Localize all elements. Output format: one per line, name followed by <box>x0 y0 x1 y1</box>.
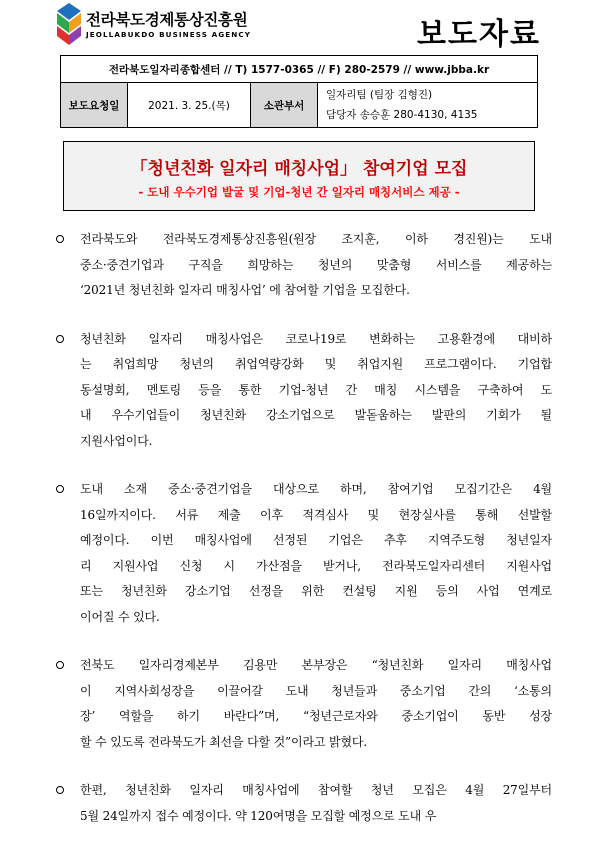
paragraph-line: 할 수 있도록 전라북도가 최선을 다할 것”이라고 밝혔다. <box>80 734 368 749</box>
paragraph-line: 전라북도와 전라북도경제통상진흥원(원장 조지훈, 이하 경진원)는 도내 <box>80 232 552 246</box>
article-paragraph <box>56 327 552 455</box>
circle-bullet-icon <box>56 335 64 343</box>
department-team: 일자리팀 (팀장 김형진) <box>326 89 433 101</box>
paragraph-line: 16일까지이다. 서류 제출 이후 적격심사 및 현장실사를 통해 선발할 <box>80 507 552 522</box>
paragraph-line: 5월 24일까지 접수 예정이다. 약 120여명을 모집할 예정으로 도내 우 <box>80 808 437 823</box>
paragraph-line: 또는 청년친화 강소기업 선정을 위한 컨설팅 지원 등의 사업 연계로 <box>80 584 552 598</box>
paragraph-line: 이 지역사회성장을 이끌어갈 도내 청년들과 중소기업 간의 ‘소통의 <box>80 683 552 698</box>
paragraph-line: 중소·중견기업과 구직을 희망하는 청년의 맞춤형 서비스를 제공하는 <box>80 257 552 272</box>
paragraph-line: 지원사업이다. <box>80 433 153 448</box>
request-date-label: 보도요청일 <box>61 83 128 128</box>
paragraph-line: 예정이다. 이번 매칭사업에 선정된 기업은 추후 지역주도형 청년일자 <box>80 533 552 547</box>
circle-bullet-icon <box>56 235 64 243</box>
paragraph-line: 한편, 청년친화 일자리 매칭사업에 참여할 청년 모집은 4월 27일부터 <box>80 783 552 797</box>
paragraph-line: 는 취업희망 청년의 취업역량강화 및 취업지원 프로그램이다. 기업합 <box>80 357 552 371</box>
paragraph-line: 내 우수기업들이 청년친화 강소기업으로 발돋움하는 발판의 기회가 될 <box>80 408 552 422</box>
circle-bullet-icon <box>56 786 64 794</box>
paragraph-line: 동설명회, 멘토링 등을 통한 기업-청년 간 매칭 시스템을 구축하여 도 <box>80 382 552 397</box>
paragraph-line: 이어질 수 있다. <box>80 609 160 624</box>
department-contact <box>318 83 538 128</box>
document-type-label: 보도자료 <box>417 17 541 52</box>
paragraph-line: 리 지원사업 신청 시 가산점을 받거나, 전라북도일자리센터 지원사업 <box>80 558 552 573</box>
paragraph-line: 장’ 역할을 하기 바란다”며, “청년근로자와 중소기업이 동반 성장 <box>80 709 552 723</box>
agency-logo-icon <box>56 3 82 45</box>
article-paragraph <box>56 653 552 755</box>
headline-box <box>63 141 535 211</box>
article-paragraph <box>56 477 552 630</box>
paragraph-line: 전북도 일자리경제본부 김용만 본부장은 “청년친화 일자리 매칭사업 <box>80 658 552 672</box>
organization-name: 전라북도경제통상진흥원 <box>86 11 248 29</box>
article-body <box>56 227 552 852</box>
article-paragraph <box>56 227 552 304</box>
press-info-table <box>60 55 538 128</box>
headline-title: 「청년친화 일자리 매칭사업」 참여기업 모집 <box>130 159 468 179</box>
paragraph-line: 도내 소재 중소·중견기업을 대상으로 하며, 참여기업 모집기간은 4월 <box>80 482 552 496</box>
department-staff: 담당자 송승훈 280-4130, 4135 <box>326 109 478 121</box>
paragraph-line: 청년친화 일자리 매칭사업은 코로나19로 변화하는 고용환경에 대비하 <box>80 331 552 346</box>
department-label: 소관부서 <box>251 83 318 128</box>
paragraph-line: ‘2021년 청년친화 일자리 매칭사업’ 에 참여할 기업을 모집한다. <box>80 283 410 297</box>
request-date-value: 2021. 3. 25.(목) <box>128 83 251 128</box>
article-paragraph <box>56 778 552 829</box>
circle-bullet-icon <box>56 485 64 493</box>
circle-bullet-icon <box>56 661 64 669</box>
organization-name-english: JEOLLABUKDO BUSINESS AGENCY <box>86 30 252 39</box>
page-header <box>0 0 600 52</box>
contact-info: 전라북도일자리종합센터 // T) 1577-0365 // F) 280-2579 // www.jbba.kr <box>61 56 538 83</box>
headline-subtitle: - 도내 우수기업 발굴 및 기업-청년 간 일자리 매칭서비스 제공 - <box>138 185 460 199</box>
